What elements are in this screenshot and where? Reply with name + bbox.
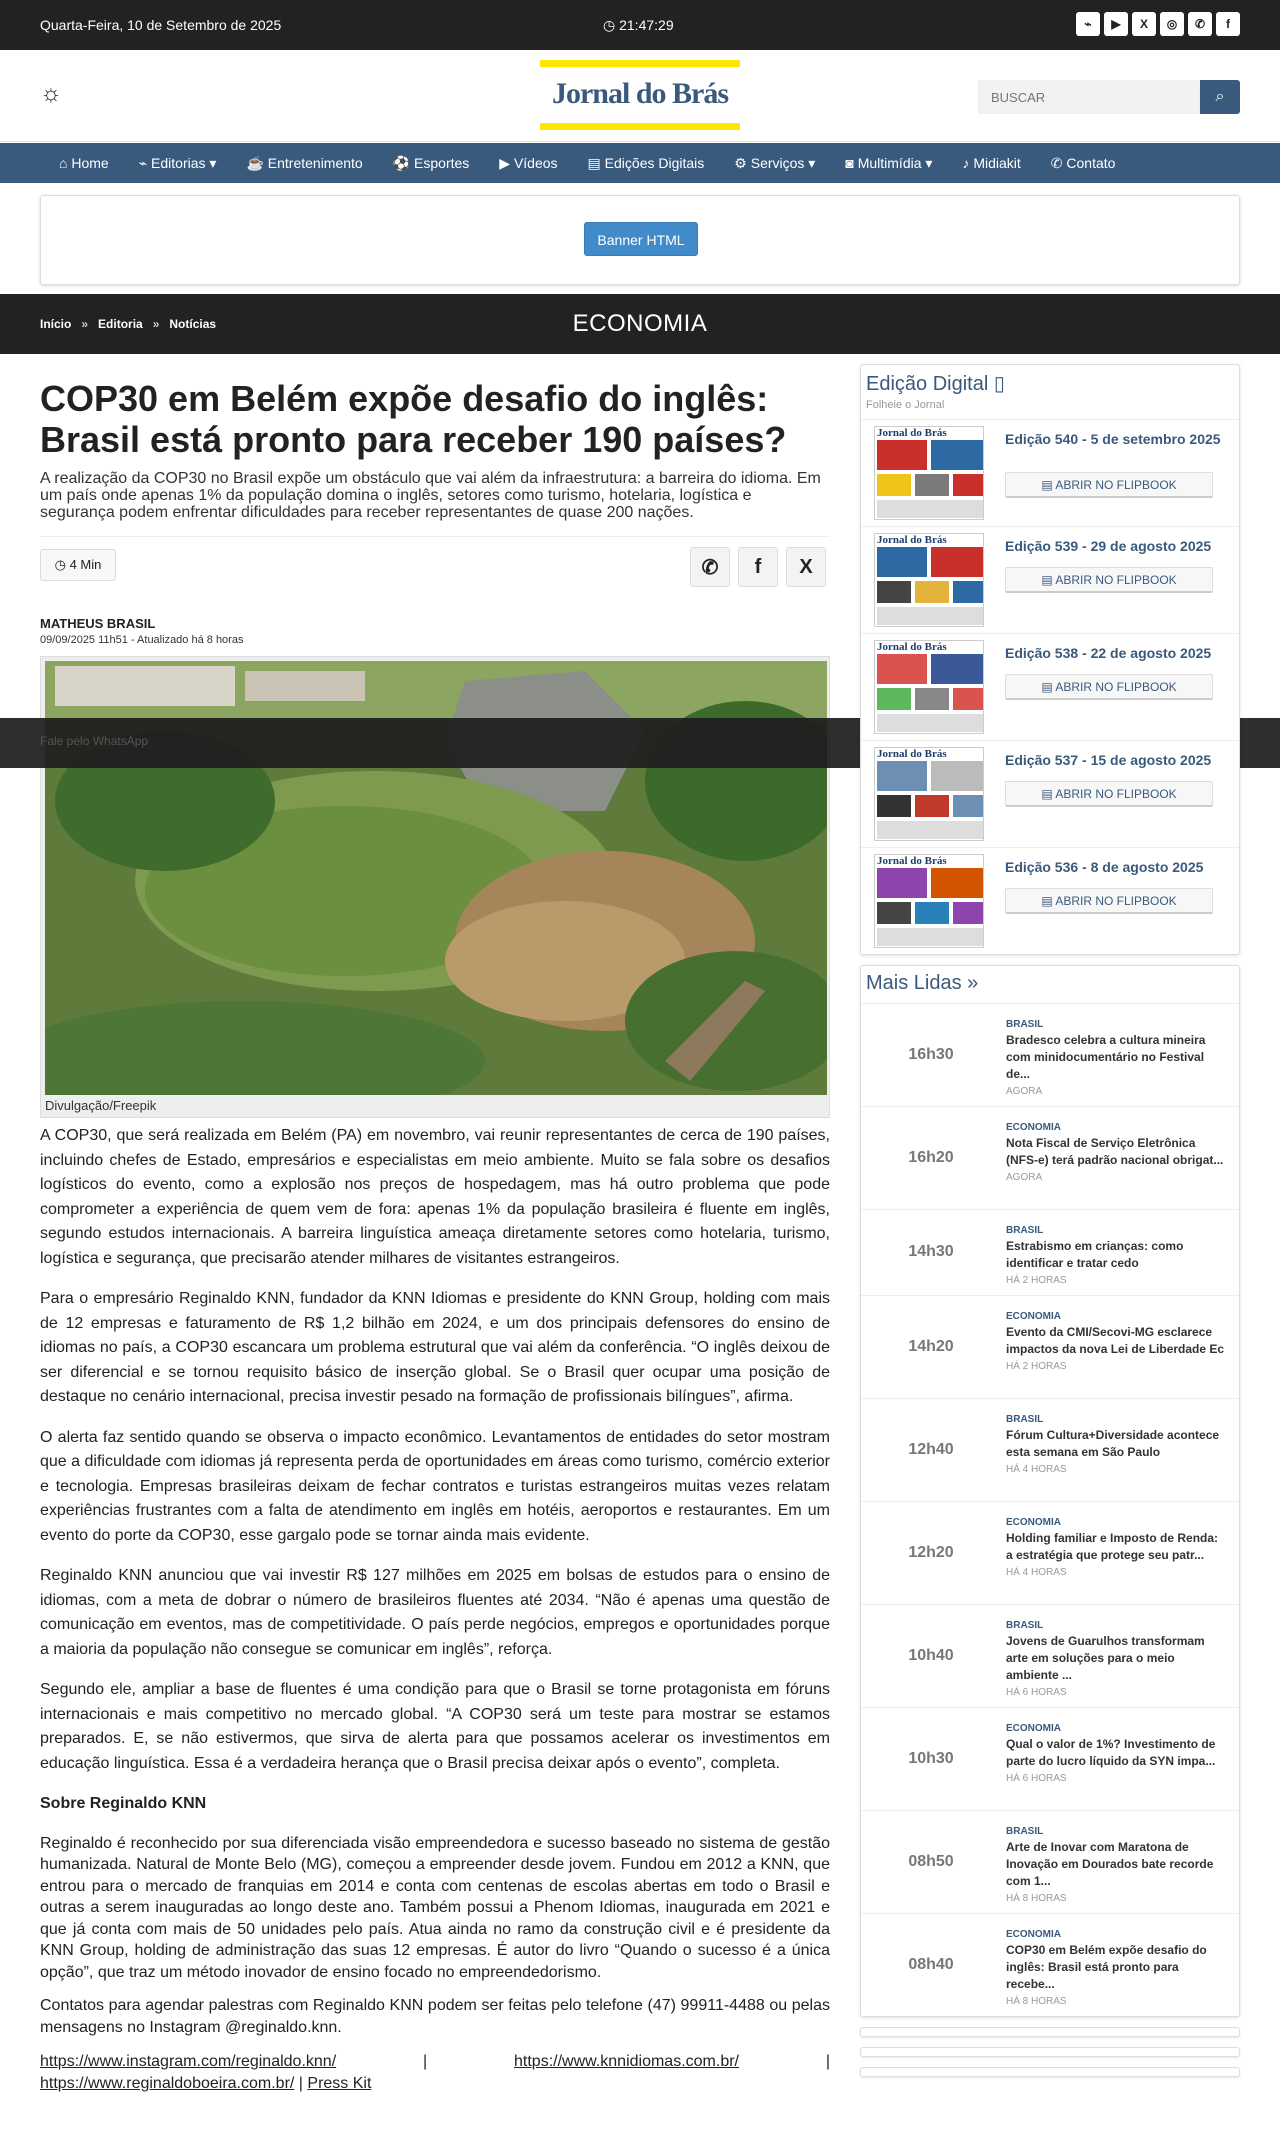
news-category: ECONOMIA <box>1006 1517 1061 1528</box>
nav-label: Entretenimento <box>267 155 363 171</box>
chevron-right-icon: » <box>152 317 160 331</box>
flipbook-label: ABRIR NO FLIPBOOK <box>1055 680 1177 694</box>
nav-label: Home <box>71 155 109 171</box>
instagram-link[interactable]: https://www.instagram.com/reginaldo.knn/ <box>40 2053 337 2070</box>
play-icon: ▶ <box>499 155 514 171</box>
most-read-item[interactable] <box>861 1707 1239 1810</box>
nav-label: Multimídia <box>857 155 922 171</box>
most-read-item[interactable] <box>861 1398 1239 1501</box>
mobile-icon: ▯ <box>993 373 1005 395</box>
nav-videos[interactable] <box>484 143 572 183</box>
file-icon: ▤ <box>1041 680 1056 694</box>
nav-entretenimento[interactable] <box>231 143 377 183</box>
article-header <box>40 378 830 521</box>
edition-cover[interactable] <box>874 426 984 520</box>
cover-masthead: Jornal do Brás <box>875 641 983 653</box>
article-dates: 09/09/2025 11h51 - Atualizado há 8 horas <box>40 634 244 646</box>
cover-image <box>875 654 984 734</box>
most-read-item[interactable] <box>861 1501 1239 1604</box>
news-category: BRASIL <box>1006 1414 1044 1425</box>
news-time: 10h30 <box>908 1749 954 1767</box>
sidebar-empty-panel <box>860 2047 1240 2057</box>
most-read-item[interactable] <box>861 1209 1239 1295</box>
nav-label: Edições Digitais <box>604 155 705 171</box>
edition-cover[interactable] <box>874 854 984 948</box>
news-ago: HÁ 4 HORAS <box>1006 1464 1067 1475</box>
home-icon: ⌂ <box>59 155 72 171</box>
news-body <box>1006 1225 1226 1286</box>
rss-icon[interactable]: ⌁ <box>1076 12 1100 36</box>
panel-header <box>861 365 1239 419</box>
nav-label: Contato <box>1066 155 1116 171</box>
cover-image <box>875 868 984 948</box>
cover-masthead: Jornal do Brás <box>875 534 983 546</box>
news-title[interactable]: Bradesco celebra a cultura mineira com minidocumentário no Festival de... <box>1006 1033 1206 1081</box>
news-title[interactable]: Qual o valor de 1%? Investimento de parte do lucro líquido da SYN impa... <box>1006 1737 1216 1768</box>
news-category: ECONOMIA <box>1006 1311 1061 1322</box>
nav-multimidia[interactable] <box>830 143 947 183</box>
news-time: 08h50 <box>908 1852 954 1870</box>
youtube-icon[interactable]: ▶ <box>1104 12 1128 36</box>
news-title[interactable]: Fórum Cultura+Diversidade acontece esta semana em São Paulo <box>1006 1428 1220 1459</box>
nav-label: Vídeos <box>513 155 558 171</box>
news-category: ECONOMIA <box>1006 1723 1061 1734</box>
cover-masthead: Jornal do Brás <box>875 855 983 867</box>
most-read-item[interactable] <box>861 1810 1239 1913</box>
link-separator: | <box>298 2075 303 2092</box>
caret-down-icon: ▾ <box>921 155 933 171</box>
news-category: BRASIL <box>1006 1826 1044 1837</box>
clock-time: 21:47:29 <box>619 17 674 33</box>
most-read-item[interactable] <box>861 1295 1239 1398</box>
edition-title[interactable]: Edição 538 - 22 de agosto 2025 <box>1005 645 1212 661</box>
caret-down-icon: ▾ <box>804 155 816 171</box>
article-paragraph: Reginaldo KNN anunciou que vai investir R$ 127 milhões em 2025 em bolsas de estudos para o ensino de idiomas, com a meta de dobrar o número de brasileiros fluentes até 2034. “Não é apenas uma questão de comunicação em eventos, mas de competitividade. O país perde negócios, empregos e oportunidades porque a maioria da população não consegue se comunicar em inglês”, reforça. <box>40 1567 830 1658</box>
news-time: 14h20 <box>908 1337 954 1355</box>
news-title[interactable]: Nota Fiscal de Serviço Eletrônica (NFS-e) terá padrão nacional obrigat... <box>1006 1136 1224 1167</box>
open-flipbook-button[interactable] <box>1005 472 1213 498</box>
flipbook-label: ABRIR NO FLIPBOOK <box>1055 894 1177 908</box>
banner-area <box>40 195 1240 285</box>
most-read-item[interactable] <box>861 1003 1239 1106</box>
reginaldoboeira-link[interactable]: https://www.reginaldoboeira.com.br/ <box>40 2075 295 2092</box>
panel-title: Edição Digital <box>866 373 989 395</box>
nav-esportes[interactable] <box>378 143 485 183</box>
bell-icon: ♪ <box>962 155 974 171</box>
breadcrumb-bar <box>0 294 1280 354</box>
search-button[interactable] <box>1200 80 1240 114</box>
share-whatsapp-icon[interactable]: ✆ <box>690 547 730 587</box>
logo-text: Jornal do Brás <box>551 77 729 110</box>
news-time: 16h20 <box>908 1148 954 1166</box>
news-category: ECONOMIA <box>1006 1122 1061 1133</box>
mais-lidas-title[interactable]: Mais Lidas » <box>866 972 979 994</box>
news-ago: HÁ 2 HORAS <box>1006 1361 1067 1372</box>
breadcrumb-item[interactable]: Notícias <box>169 317 217 331</box>
news-body <box>1006 1826 1226 1904</box>
social-links <box>1076 12 1240 36</box>
soccer-ball-icon: ⚽ <box>392 155 415 171</box>
clock-icon: ◷ <box>603 17 620 33</box>
cover-image <box>875 547 984 627</box>
phone-icon: ✆ <box>1050 155 1067 171</box>
nav-edicoes-digitais[interactable] <box>573 143 720 183</box>
sidebar-empty-panel <box>860 2027 1240 2037</box>
edition-title[interactable]: Edição 536 - 8 de agosto 2025 <box>1005 859 1204 875</box>
news-ago: HÁ 8 HORAS <box>1006 1996 1067 2007</box>
coffee-icon: ☕ <box>246 155 268 171</box>
file-icon: ▤ <box>1041 894 1056 908</box>
top-bar <box>0 0 1280 50</box>
news-time: 08h40 <box>908 1955 954 1973</box>
nav-servicos[interactable] <box>719 143 830 183</box>
news-body <box>1006 1620 1226 1698</box>
share-facebook-icon[interactable]: f <box>738 547 778 587</box>
news-ago: AGORA <box>1006 1086 1043 1097</box>
article-paragraph: O alerta faz sentido quando se observa o impacto econômico. Levantamentos de entidades do setor mostram que a dificuldade com idiomas já representa perda de oportunidades em áreas como turismo, comércio exterior e tecnologia. Empresas brasileiras deixam de fechar contratos e turistas estrangeiros muitas vezes relatam experiências frustrantes com a falta de atendimento em inglês em hotéis, aeroportos e restaurantes. Em um evento do porte da COP30, esse gargalo pode se tornar ainda mais evidente. <box>40 1428 830 1544</box>
camera-icon: ◙ <box>845 155 858 171</box>
article-body <box>40 1124 830 2095</box>
search-form <box>978 80 1240 114</box>
search-icon: ⌕ <box>1215 88 1225 105</box>
news-ago: HÁ 6 HORAS <box>1006 1773 1067 1784</box>
edition-cover[interactable] <box>874 533 984 627</box>
file-icon: ▤ <box>1041 478 1056 492</box>
news-title[interactable]: Holding familiar e Imposto de Renda: a estratégia que protege seu patr... <box>1006 1531 1219 1562</box>
breadcrumb-item[interactable]: Início <box>40 317 72 331</box>
current-date: Quarta-Feira, 10 de Setembro de 2025 <box>40 17 282 33</box>
flipbook-label: ABRIR NO FLIPBOOK <box>1055 787 1177 801</box>
sidebar <box>860 364 1240 2077</box>
article-lead: A realização da COP30 no Brasil expõe um obstáculo que vai além da infraestrutura: a barreira do idioma. Em um país onde apenas 1% da população domina o inglês, setores como turismo, hotelaria, logística e segurança podem enfrentar dificuldades para receber representantes de quase 200 nações. <box>40 470 821 521</box>
main-nav <box>0 143 1280 183</box>
news-body <box>1006 1019 1226 1097</box>
mais-lidas-panel <box>860 965 1240 2017</box>
clock-icon: ◷ <box>54 557 70 572</box>
news-ago: HÁ 6 HORAS <box>1006 1687 1067 1698</box>
edition-cover[interactable] <box>874 640 984 734</box>
news-body <box>1006 1517 1226 1578</box>
news-body <box>1006 1723 1226 1784</box>
cover-image <box>875 761 984 841</box>
news-ago: HÁ 4 HORAS <box>1006 1567 1067 1578</box>
nav-label: Serviços <box>750 155 805 171</box>
link-separator: | <box>825 2053 830 2070</box>
theme-toggle-sun-icon[interactable]: ☼ <box>40 80 62 107</box>
news-body <box>1006 1122 1226 1183</box>
article-paragraph: Para o empresário Reginaldo KNN, fundador da KNN Idiomas e presidente do KNN Group, holding com mais de 12 empresas e faturamento de R$ 1,2 bilhão em 2024, e um dos principais defensores do ensino de idiomas no país, a COP30 escancara um problema estrutural que vai além da conferência. “O inglês deixou de ser diferencial e se tornou requisito básico de inserção global. Se o Brasil quer ocupar uma posição de destaque no cenário internacional, precisa investir pesado na formação de profissionais bilíngues”, afirma. <box>40 1290 830 1405</box>
open-flipbook-button[interactable] <box>1005 567 1213 593</box>
edition-cover[interactable] <box>874 747 984 841</box>
news-time: 14h30 <box>908 1243 954 1260</box>
cover-masthead: Jornal do Brás <box>875 427 983 439</box>
sidebar-empty-panel <box>860 2067 1240 2077</box>
panel-subtitle: Folheie o Jornal <box>866 399 945 411</box>
edition-title[interactable]: Edição 539 - 29 de agosto 2025 <box>1005 538 1212 554</box>
photo-caption: Divulgação/Freepik <box>45 1098 157 1113</box>
news-time: 12h40 <box>908 1440 954 1458</box>
instagram-icon[interactable]: ◎ <box>1160 12 1184 36</box>
open-flipbook-button[interactable] <box>1005 674 1213 700</box>
rss-icon: ⌁ <box>138 155 152 171</box>
file-icon: ▤ <box>587 155 605 171</box>
news-ago: HÁ 2 HORAS <box>1006 1275 1067 1286</box>
breadcrumb <box>40 317 216 331</box>
press-kit-link[interactable]: Press Kit <box>307 2075 372 2092</box>
edition-item <box>861 526 1239 633</box>
x-icon[interactable]: X <box>1132 12 1156 36</box>
news-ago: AGORA <box>1006 1172 1043 1183</box>
nav-label: Midiakit <box>973 155 1021 171</box>
article-paragraph: A COP30, que será realizada em Belém (PA) em novembro, vai reunir representantes de cerca de 190 países, incluindo chefes de Estado, empresários e especialistas em meio ambiente. Muito se fala sobre os desafios logísticos do evento, como a explosão nos preços de hospedagem, mas há outro problema que pode comprometer a experiência de quem vem de fora: apenas 1% da população brasileira é fluente em inglês, segundo estudos internacionais. A barreira linguística ameaça diretamente setores como hotelaria, turismo, logística e segurança, que precisarão atender milhares de visitantes estrangeiros. <box>40 1127 830 1267</box>
nav-home[interactable] <box>44 143 124 183</box>
edition-item <box>861 633 1239 740</box>
news-time: 10h40 <box>908 1646 954 1664</box>
news-title[interactable]: Estrabismo em crianças: como identificar e tratar cedo <box>1006 1239 1184 1270</box>
news-title[interactable]: Evento da CMI/Secovi-MG esclarece impactos da nova Lei de Liberdade Ec <box>1006 1325 1225 1356</box>
breadcrumb-item[interactable]: Editoria <box>98 317 143 331</box>
news-category: BRASIL <box>1006 1225 1044 1236</box>
article-title: COP30 em Belém expõe desafio do inglês: Brasil está pronto para receber 190 países? <box>40 378 787 460</box>
caret-down-icon: ▾ <box>205 155 217 171</box>
article-author[interactable]: MATHEUS BRASIL <box>40 616 156 631</box>
site-logo[interactable] <box>540 60 740 130</box>
edition-item <box>861 740 1239 847</box>
news-title[interactable]: COP30 em Belém expõe desafio do inglês: Brasil está pronto para recebe... <box>1006 1943 1207 1991</box>
search-input[interactable] <box>978 80 1200 114</box>
article-subheading: Sobre Reginaldo KNN <box>40 1795 207 1812</box>
most-read-item[interactable] <box>861 1913 1239 2016</box>
edition-title[interactable]: Edição 540 - 5 de setembro 2025 <box>1005 431 1221 447</box>
whatsapp-contact-link[interactable]: Fale pelo WhatsApp <box>40 734 149 748</box>
cover-image <box>875 440 984 520</box>
news-time: 12h20 <box>908 1543 954 1561</box>
news-body <box>1006 1414 1226 1475</box>
article-meta-row <box>40 536 830 592</box>
news-category: BRASIL <box>1006 1620 1044 1631</box>
news-time: 16h30 <box>908 1045 954 1063</box>
news-category: ECONOMIA <box>1006 1929 1061 1940</box>
share-x-icon[interactable]: X <box>786 547 826 587</box>
news-title[interactable]: Jovens de Guarulhos transformam arte em soluções para o meio ambiente ... <box>1006 1634 1205 1682</box>
article-bio: Reginaldo é reconhecido por sua diferenciada visão empreendedora e sucesso baseado no sistema de gestão humanizada. Natural de Monte Belo (MG), começou a empreender desde jovem. Fundou em 2012 a KNN, que entrou para o mercado de franquias em 2014 e conta com centenas de escolas abertas em todo o Brasil e outras a serem inauguradas ao longo deste ano. Também possui a Phenom Idiomas, inaugurada em 2021 e que já conta com mais de 50 unidades pelo país. Atua ainda no ramo da construção civil e é presidente da KNN Group, holding de administração das suas 12 empresas. É autor do livro “Quando o sucesso é a única opção”, que traz um método inovador de ensino focado no empreendedorismo. <box>40 1834 830 1981</box>
news-category: BRASIL <box>1006 1019 1044 1030</box>
open-flipbook-button[interactable] <box>1005 781 1213 807</box>
article-contact: Contatos para agendar palestras com Reginaldo KNN podem ser feitas pelo telefone (47) 99911-4488 ou pelas mensagens no Instagram @reginaldo.knn. <box>40 1997 830 2036</box>
section-title: ECONOMIA <box>572 310 708 337</box>
read-time: 4 Min <box>69 557 102 572</box>
whatsapp-icon[interactable]: ✆ <box>1188 12 1212 36</box>
flipbook-label: ABRIR NO FLIPBOOK <box>1055 478 1177 492</box>
news-title[interactable]: Arte de Inovar com Maratona de Inovação em Dourados bate recorde com 1... <box>1006 1840 1214 1888</box>
site-header <box>0 50 1280 142</box>
flipbook-label: ABRIR NO FLIPBOOK <box>1055 573 1177 587</box>
news-body <box>1006 1311 1226 1372</box>
link-separator: | <box>423 2053 428 2070</box>
file-icon: ▤ <box>1041 573 1056 587</box>
cover-masthead: Jornal do Brás <box>875 748 983 760</box>
nav-label: Esportes <box>414 155 470 171</box>
article-paragraph: Segundo ele, ampliar a base de fluentes é uma condição para que o Brasil se torne protagonista em fóruns internacionais e mais competitivo no mercado global. “A COP30 será um teste para mostrar se estamos preparados. E, se não estivermos, que sirva de alerta para que possamos acelerar os investimentos em educação linguística. Essa é a verdadeira herança que o Brasil precisa deixar após o evento”, completa. <box>40 1681 830 1772</box>
edition-item <box>861 419 1239 526</box>
panel-header <box>861 966 1239 1003</box>
most-read-item[interactable] <box>861 1106 1239 1209</box>
most-read-item[interactable] <box>861 1604 1239 1707</box>
edition-item <box>861 847 1239 954</box>
share-buttons <box>690 547 826 587</box>
chevron-right-icon: » <box>81 317 89 331</box>
edicao-digital-panel <box>860 364 1240 955</box>
nav-contato[interactable] <box>1036 143 1131 183</box>
banner-html-button[interactable]: Banner HTML <box>584 222 698 256</box>
knnidiomas-link[interactable]: https://www.knnidiomas.com.br/ <box>514 2053 739 2070</box>
nav-midiakit[interactable] <box>947 143 1035 183</box>
logo-bottom-bar <box>540 123 740 130</box>
read-time-badge <box>40 549 116 581</box>
article-links <box>40 2051 830 2095</box>
nav-label: Editorias <box>151 155 206 171</box>
news-body <box>1006 1929 1226 2007</box>
news-ago: HÁ 8 HORAS <box>1006 1893 1067 1904</box>
nav-editorias[interactable] <box>124 143 232 183</box>
facebook-icon[interactable]: f <box>1216 12 1240 36</box>
clock <box>603 17 674 34</box>
gear-icon: ⚙ <box>734 155 751 171</box>
logo-top-bar <box>540 60 740 67</box>
file-icon: ▤ <box>1041 787 1056 801</box>
open-flipbook-button[interactable] <box>1005 888 1213 914</box>
edition-title[interactable]: Edição 537 - 15 de agosto 2025 <box>1005 752 1212 768</box>
